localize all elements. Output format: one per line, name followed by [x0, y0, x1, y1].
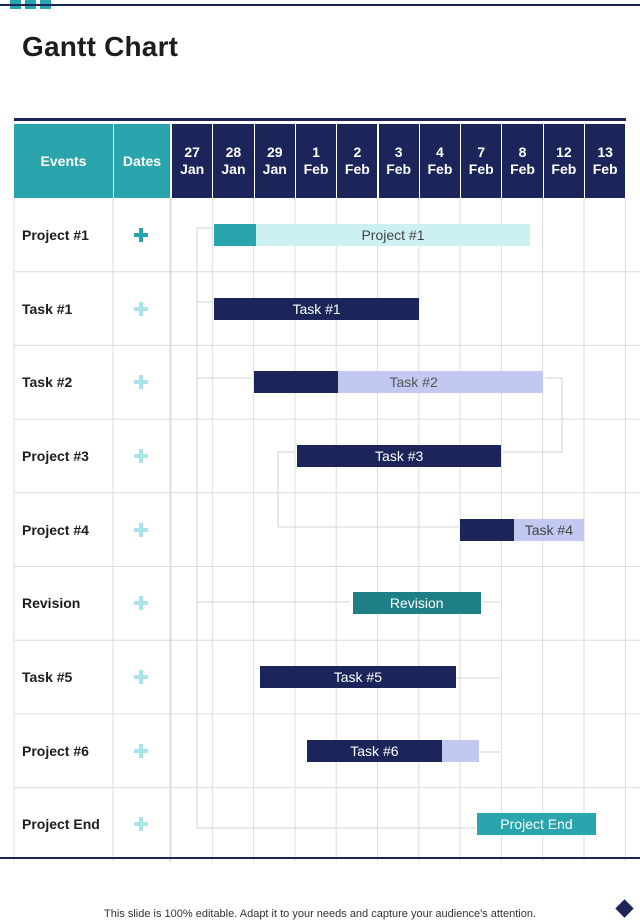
event-label: Task #1 — [22, 300, 73, 317]
event-label: Task #5 — [22, 669, 73, 686]
plus-icon — [134, 302, 148, 316]
header-events: Events — [14, 124, 113, 198]
header-dates: Dates — [114, 124, 170, 198]
gantt-bar-label: Task #6 — [350, 742, 399, 759]
gantt-bar-segment — [214, 224, 255, 246]
plus-icon — [134, 523, 148, 537]
table-bottom-rule — [0, 857, 640, 859]
plus-icon — [134, 596, 148, 610]
gantt-bar-segment — [460, 519, 514, 541]
plus-icon — [134, 744, 148, 758]
header-date-4: 2 Feb — [337, 124, 377, 198]
event-label: Project #6 — [22, 742, 89, 759]
gantt-bar-segment — [442, 740, 479, 762]
plus-icon — [134, 817, 148, 831]
plus-icon — [134, 670, 148, 684]
header-date-3: 1 Feb — [296, 124, 336, 198]
gantt-bar-label: Task #2 — [389, 374, 438, 391]
plus-icon — [134, 228, 148, 242]
gantt-bar-label: Revision — [389, 595, 444, 612]
header-date-2: 29 Jan — [255, 124, 295, 198]
header-date-5: 3 Feb — [379, 124, 419, 198]
footer-note: This slide is 100% editable. Adapt it to your needs and capture your audience's attention. — [104, 908, 536, 920]
header-date-0: 27 Jan — [172, 124, 212, 198]
event-label: Task #2 — [22, 374, 73, 391]
gantt-bar-label: Task #1 — [292, 300, 341, 317]
header-date-6: 4 Feb — [420, 124, 460, 198]
gantt-bar-label: Project End — [500, 816, 573, 833]
event-label: Project #1 — [22, 226, 89, 243]
header-date-10: 13 Feb — [585, 124, 625, 198]
gantt-bar-label: Task #5 — [333, 669, 382, 686]
plus-icon — [134, 449, 148, 463]
page-title: Gantt Chart — [22, 31, 179, 62]
gantt-bar-segment — [254, 371, 339, 393]
header-date-1: 28 Jan — [213, 124, 253, 198]
header-date-8: 8 Feb — [502, 124, 542, 198]
plus-icon — [134, 375, 148, 389]
event-label: Project End — [22, 816, 100, 833]
gantt-bar-label: Project #1 — [361, 226, 425, 243]
header-date-7: 7 Feb — [461, 124, 501, 198]
gantt-bar-label: Task #4 — [524, 521, 573, 538]
event-label: Project #3 — [22, 447, 89, 464]
event-label: Project #4 — [22, 521, 89, 538]
gantt-bar-label: Task #3 — [375, 447, 424, 464]
header-date-9: 12 Feb — [544, 124, 584, 198]
event-label: Revision — [22, 595, 81, 612]
